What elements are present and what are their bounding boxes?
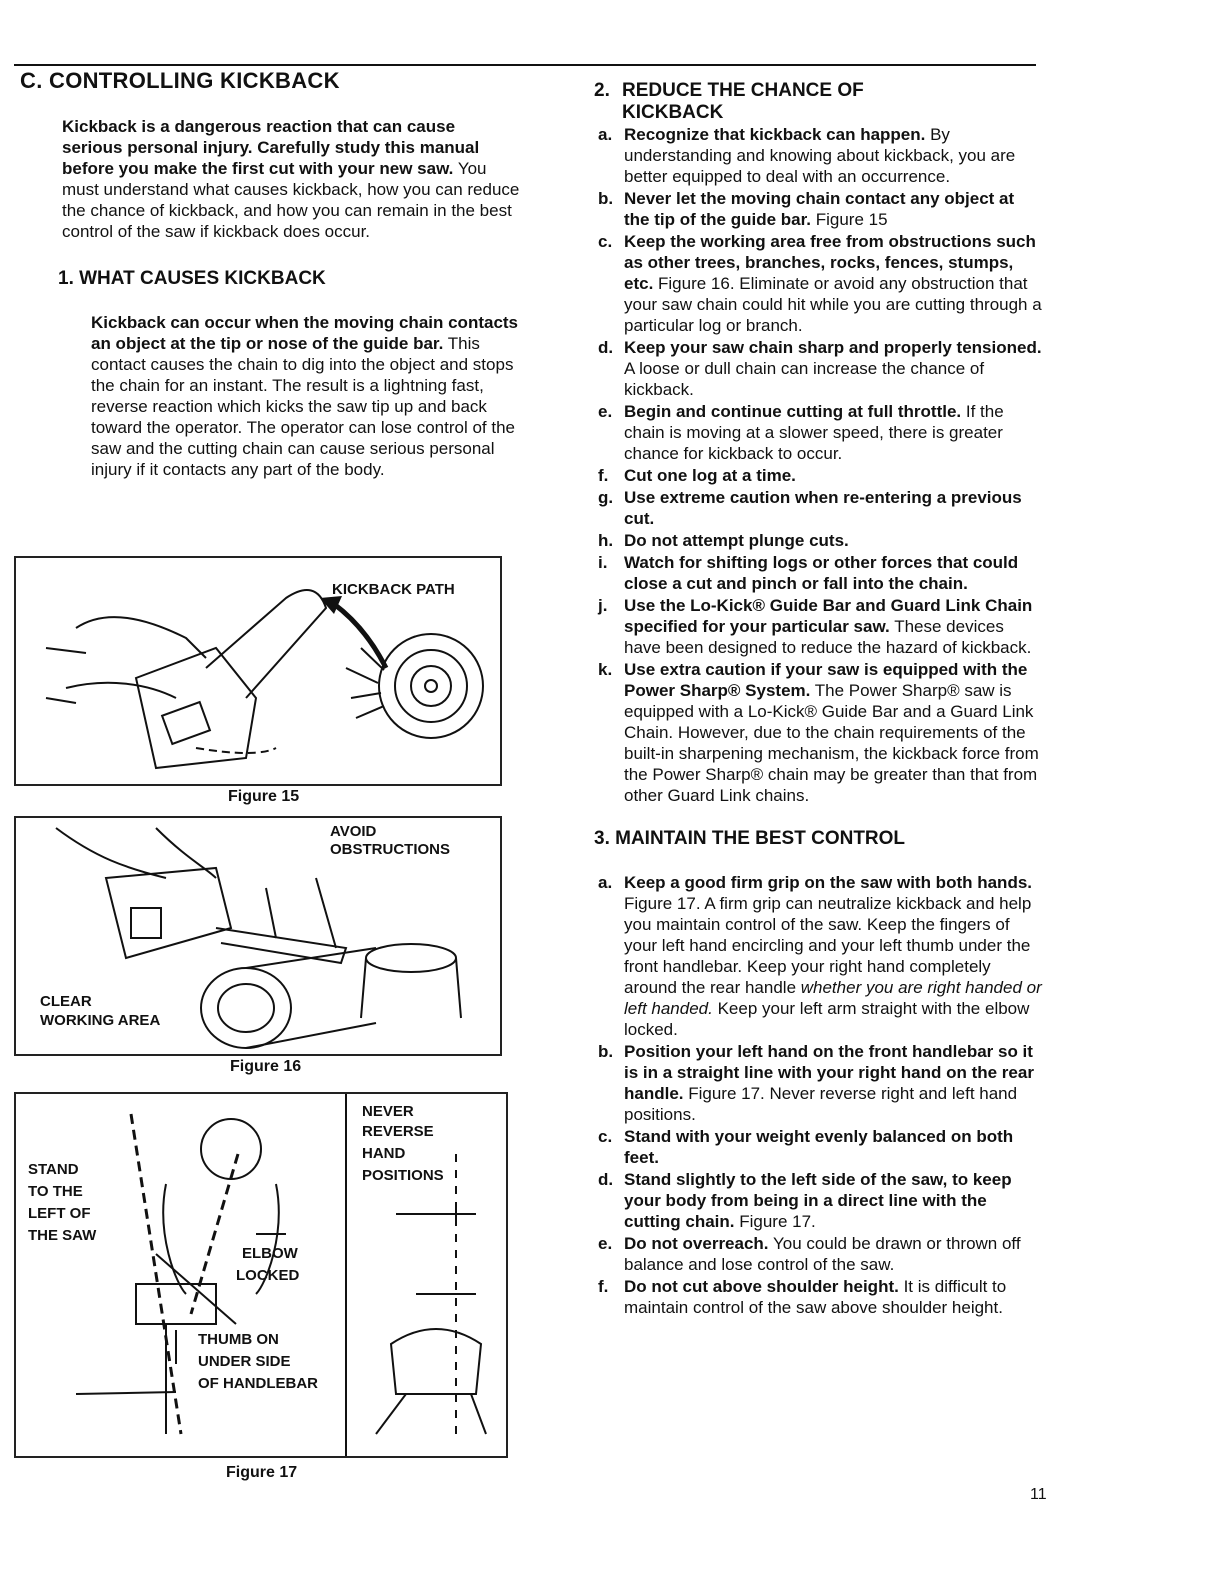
item-bold: Keep your saw chain sharp and properly tensioned. bbox=[624, 338, 1042, 357]
never-label-4: POSITIONS bbox=[362, 1167, 444, 1184]
top-rule bbox=[14, 64, 1036, 66]
never-label-3: HAND bbox=[362, 1145, 406, 1162]
thumb-label-2: UNDER SIDE bbox=[198, 1353, 291, 1370]
item-bold: Cut one log at a time. bbox=[624, 466, 796, 485]
item-letter: a. bbox=[598, 873, 613, 892]
item-normal: Figure 17. A firm grip can neutralize kickback and help you maintain control of the saw. Keep the fingers of your left hand encircling and your left thumb under the front handlebar. Keep your right hand completely around the rear handle bbox=[624, 894, 1032, 997]
list-item bbox=[594, 1233, 1044, 1275]
list-item bbox=[594, 530, 1044, 551]
list-item bbox=[594, 401, 1044, 464]
item-letter: b. bbox=[598, 189, 614, 208]
item-bold: Use extreme caution when re-entering a previous cut. bbox=[624, 488, 1022, 528]
subsection-2-list bbox=[594, 124, 1044, 806]
item-bold: Watch for shifting logs or other forces that could close a cut and pinch or fall into the chain. bbox=[624, 553, 1019, 593]
item-letter: d. bbox=[598, 338, 614, 357]
item-bold: Position your left hand on the front handlebar so it is in a straight line with your right hand on the rear handle. bbox=[624, 1042, 1034, 1103]
list-item bbox=[594, 1276, 1044, 1318]
subsection-2-title bbox=[594, 80, 1044, 124]
item-normal: You could be drawn or thrown off balance and lose control of the saw. bbox=[624, 1234, 1021, 1274]
subsection-2-title-line1: REDUCE THE CHANCE OF bbox=[622, 80, 864, 101]
figure-16 bbox=[14, 816, 502, 1056]
list-item bbox=[594, 659, 1044, 806]
item-normal: These devices have been designed to reduce the hazard of kickback. bbox=[624, 617, 1032, 657]
subsection-1-title: 1. WHAT CAUSES KICKBACK bbox=[58, 268, 326, 289]
item-letter: g. bbox=[598, 488, 614, 507]
item-bold: Never let the moving chain contact any object at the tip of the guide bar. bbox=[624, 189, 1015, 229]
list-item bbox=[594, 1169, 1044, 1232]
figure-17-caption: Figure 17 bbox=[226, 1464, 298, 1481]
stand-label-4: THE SAW bbox=[28, 1227, 97, 1244]
item-bold: Recognize that kickback can happen. bbox=[624, 125, 926, 144]
clear-label: CLEAR bbox=[40, 993, 92, 1010]
item-bold: Do not overreach. bbox=[624, 1234, 769, 1253]
figure-17 bbox=[14, 1092, 508, 1458]
subsection-1-paragraph bbox=[91, 312, 520, 480]
subsection-2-number: 2. bbox=[594, 80, 610, 101]
item-bold: Do not cut above shoulder height. bbox=[624, 1277, 899, 1296]
item-letter: e. bbox=[598, 402, 613, 421]
item-bold: Stand slightly to the left side of the saw, to keep your body from being in a direct line with the cutting chain. bbox=[624, 1170, 1012, 1231]
item-normal: A loose or dull chain can increase the chance of kickback. bbox=[624, 359, 985, 399]
list-item bbox=[594, 188, 1044, 230]
kickback-path-label: KICKBACK PATH bbox=[332, 581, 455, 598]
figure-16-caption: Figure 16 bbox=[230, 1058, 302, 1075]
section-title: C. CONTROLLING KICKBACK bbox=[20, 68, 340, 93]
avoid-label: AVOID bbox=[330, 823, 377, 840]
never-label-1: NEVER bbox=[362, 1103, 414, 1120]
figure-15-caption: Figure 15 bbox=[228, 788, 300, 805]
page-number: 11 bbox=[1030, 1486, 1047, 1503]
list-item bbox=[594, 1126, 1044, 1168]
item-letter: k. bbox=[598, 660, 613, 679]
stand-label-1: STAND bbox=[28, 1161, 79, 1178]
elbow-label-1: ELBOW bbox=[242, 1245, 298, 1262]
obstructions-label: OBSTRUCTIONS bbox=[330, 841, 450, 858]
list-item bbox=[594, 124, 1044, 187]
item-letter: b. bbox=[598, 1042, 614, 1061]
figure-15 bbox=[14, 556, 502, 786]
item-letter: e. bbox=[598, 1234, 613, 1253]
list-item bbox=[594, 552, 1044, 594]
item-normal: Figure 17. bbox=[734, 1212, 816, 1231]
item-normal: The Power Sharp® saw is equipped with a Lo-Kick® Guide Bar and a Guard Link Chain. However, due to the chain requirements of the built-in sharpening mechanism, the kickback force from the Power Sharp® chain may be greater than that from other Guard Link chains. bbox=[624, 681, 1039, 805]
list-item bbox=[594, 487, 1044, 529]
subsection-2-title-line2: KICKBACK bbox=[622, 102, 724, 123]
elbow-label-2: LOCKED bbox=[236, 1267, 300, 1284]
item-bold: Use extra caution if your saw is equipped with the Power Sharp® System. bbox=[624, 660, 1028, 700]
item-letter: f. bbox=[598, 466, 609, 485]
item-letter: f. bbox=[598, 1277, 609, 1296]
list-item bbox=[594, 595, 1044, 658]
working-area-label: WORKING AREA bbox=[40, 1012, 161, 1029]
list-item bbox=[594, 337, 1044, 400]
item-normal: Figure 16. Eliminate or avoid any obstruction that your saw chain could hit while you are cutting through a particular log or branch. bbox=[624, 274, 1042, 335]
item-italic: whether you are right handed or left handed. bbox=[624, 978, 1042, 1018]
stand-label-2: TO THE bbox=[28, 1183, 83, 1200]
thumb-label-3: OF HANDLEBAR bbox=[198, 1375, 318, 1392]
thumb-label-1: THUMB ON bbox=[198, 1331, 279, 1348]
item-letter: c. bbox=[598, 232, 613, 251]
item-bold: Begin and continue cutting at full throttle. bbox=[624, 402, 962, 421]
item-normal: Figure 17. Never reverse right and left hand positions. bbox=[624, 1084, 1018, 1124]
item-letter: j. bbox=[598, 596, 608, 615]
intro-normal: You must understand what causes kickback, how you can reduce the chance of kickback, and how you can remain in the best control of the saw if kickback does occur. bbox=[62, 159, 520, 241]
intro-paragraph bbox=[62, 116, 520, 242]
item-bold: Do not attempt plunge cuts. bbox=[624, 531, 849, 550]
item-normal: By understanding and knowing about kickback, you are better equipped to deal with an occurrence. bbox=[624, 125, 1016, 186]
stand-label-3: LEFT OF bbox=[28, 1205, 91, 1222]
list-item bbox=[594, 872, 1044, 1040]
item-letter: c. bbox=[598, 1127, 613, 1146]
item-bold: Stand with your weight evenly balanced on both feet. bbox=[624, 1127, 1014, 1167]
right-column bbox=[594, 80, 1044, 1319]
list-item bbox=[594, 1041, 1044, 1125]
subsection-3-title: 3. MAINTAIN THE BEST CONTROL bbox=[594, 828, 906, 849]
item-letter: i. bbox=[598, 553, 608, 572]
item-letter: a. bbox=[598, 125, 613, 144]
subsection-3-list bbox=[594, 872, 1044, 1318]
item-tail: Keep your left arm straight with the elbow locked. bbox=[624, 999, 1030, 1039]
item-normal: It is difficult to maintain control of the saw above shoulder height. bbox=[624, 1277, 1007, 1317]
list-item bbox=[594, 465, 1044, 486]
item-bold: Use the Lo-Kick® Guide Bar and Guard Link Chain specified for your particular saw. bbox=[624, 596, 1033, 636]
never-label-2: REVERSE bbox=[362, 1123, 434, 1140]
item-normal: If the chain is moving at a slower speed, there is greater chance for kickback to occur. bbox=[624, 402, 1004, 463]
item-normal: Figure 15 bbox=[811, 210, 888, 229]
item-letter: d. bbox=[598, 1170, 614, 1189]
sub1-bold: Kickback can occur when the moving chain contacts an object at the tip or nose of the guide bar. bbox=[91, 313, 519, 353]
sub1-normal: This contact causes the chain to dig into the object and stops the chain for an instant. The result is a lightning fast, reverse reaction which kicks the saw tip up and back toward the operator. The operator can lose control of the saw and the cutting chain can cause serious personal injury if it contacts any part of the body. bbox=[91, 334, 516, 479]
item-bold: Keep a good firm grip on the saw with both hands. bbox=[624, 873, 1033, 892]
left-column bbox=[20, 68, 520, 480]
list-item bbox=[594, 231, 1044, 336]
intro-bold: Kickback is a dangerous reaction that can cause serious personal injury. Carefully study this manual before you make the first cut with your new saw. bbox=[62, 117, 480, 178]
item-letter: h. bbox=[598, 531, 614, 550]
item-bold: Keep the working area free from obstructions such as other trees, branches, rocks, fences, stumps, etc. bbox=[624, 232, 1036, 293]
